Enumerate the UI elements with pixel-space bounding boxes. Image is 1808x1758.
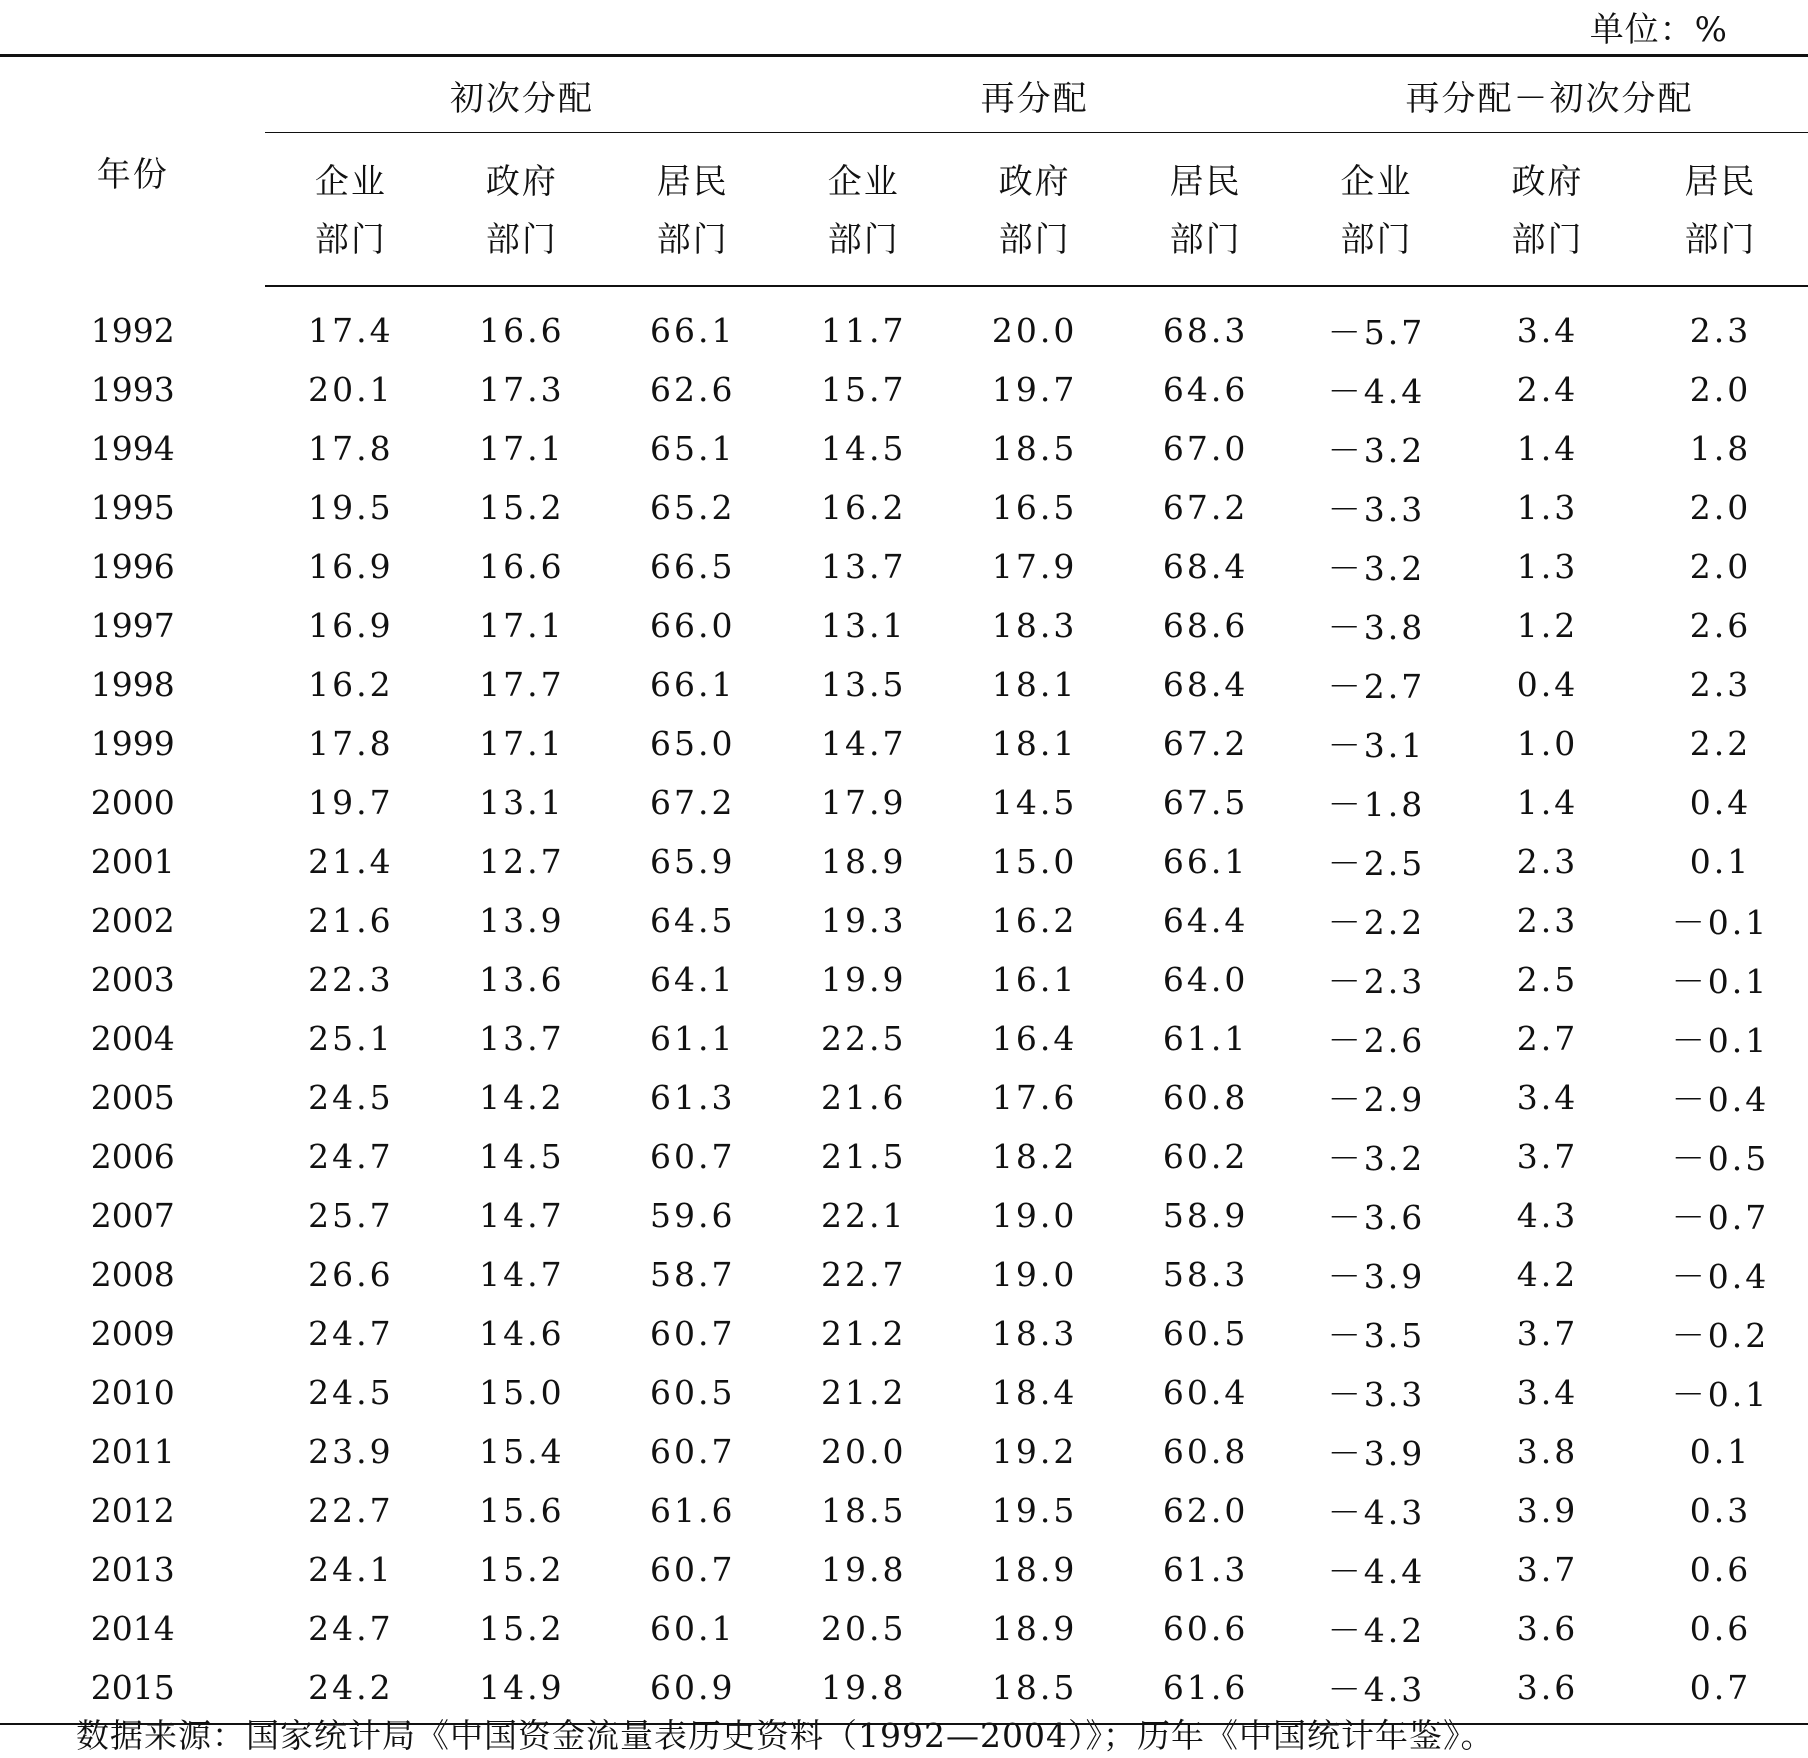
value-cell: 62.0 (1162, 1491, 1249, 1530)
value-cell: 58.9 (1162, 1196, 1249, 1235)
value-cell: 61.6 (1120, 1658, 1291, 1724)
value-cell: 64.5 (650, 901, 736, 940)
value-cell: 1.2 (1516, 606, 1579, 645)
value-cell: －3.8 (1327, 608, 1426, 647)
table-row (0, 596, 1808, 655)
year-cell: 2006 (90, 1137, 175, 1176)
value-cell: 16.6 (479, 311, 565, 350)
value-cell: 2.0 (1689, 488, 1752, 527)
value-cell: －3.2 (1327, 1139, 1426, 1178)
value-cell: 15.0 (991, 842, 1078, 881)
value-cell: 13.9 (479, 901, 565, 940)
value-cell: 1.8 (1689, 429, 1752, 468)
value-cell: 16.1 (991, 960, 1078, 999)
value-cell: 2.7 (1516, 1019, 1579, 1058)
value-cell: －2.7 (1327, 667, 1426, 706)
value-cell: －1.8 (1327, 785, 1426, 824)
value-cell: 68.3 (1162, 311, 1249, 350)
value-cell: 13.1 (479, 783, 565, 822)
value-cell: 0.1 (1689, 1432, 1752, 1471)
table-row (0, 1304, 1808, 1363)
value-cell: 18.3 (991, 1314, 1078, 1353)
value-cell: 14.9 (436, 1658, 607, 1724)
table-body (0, 286, 1808, 1724)
value-cell: 62.6 (650, 370, 736, 409)
year-cell: 2010 (90, 1373, 175, 1412)
sector-header-line2: 部门 (1511, 220, 1584, 260)
value-cell: 24.5 (308, 1078, 394, 1117)
sector-header-line1: 政府 (485, 162, 558, 202)
value-cell: 19.9 (820, 960, 907, 999)
value-cell: 16.4 (991, 1019, 1078, 1058)
value-cell: 61.6 (650, 1491, 736, 1530)
value-cell: 61.3 (650, 1078, 736, 1117)
value-cell: 18.1 (991, 665, 1078, 704)
value-cell: 18.9 (991, 1550, 1078, 1589)
value-cell: 16.6 (479, 547, 565, 586)
value-cell: 1.0 (1516, 724, 1579, 763)
value-cell: 21.2 (820, 1314, 907, 1353)
value-cell: 13.1 (820, 606, 907, 645)
value-cell: 22.7 (308, 1491, 394, 1530)
value-cell: 17.1 (479, 606, 565, 645)
group-header-redistribution: 再分配 (778, 56, 1291, 134)
value-cell: 11.7 (820, 311, 907, 350)
value-cell: 18.3 (991, 606, 1078, 645)
value-cell: 64.0 (1162, 960, 1249, 999)
value-cell: 3.4 (1516, 311, 1579, 350)
value-cell: 3.4 (1516, 1373, 1579, 1412)
sector-header-line2: 部门 (1684, 220, 1757, 260)
value-cell: 0.6 (1689, 1609, 1752, 1648)
sector-header-line2: 部门 (1169, 220, 1242, 260)
table-row (0, 478, 1808, 537)
value-cell: 13.6 (479, 960, 565, 999)
value-cell: 2.6 (1689, 606, 1752, 645)
value-cell: 24.7 (308, 1314, 394, 1353)
sector-header-difference-household (1633, 133, 1808, 286)
value-cell: 14.5 (991, 783, 1078, 822)
year-cell: 1992 (90, 310, 175, 350)
value-cell: 65.1 (650, 429, 736, 468)
value-cell: －3.2 (1327, 431, 1426, 470)
value-cell: 64.4 (1162, 901, 1249, 940)
distribution-table (0, 54, 1808, 1725)
table-row (0, 1186, 1808, 1245)
value-cell: 18.1 (991, 724, 1078, 763)
sector-header-line2: 部门 (485, 220, 558, 260)
table-row (0, 1422, 1808, 1481)
value-cell: 58.3 (1162, 1255, 1249, 1294)
sector-header-line1: 企业 (827, 162, 900, 202)
value-cell: 60.5 (650, 1373, 736, 1412)
value-cell: 19.0 (991, 1196, 1078, 1235)
value-cell: 24.1 (308, 1550, 394, 1589)
table-row (0, 714, 1808, 773)
value-cell: －3.9 (1327, 1434, 1426, 1473)
value-cell: －2.3 (1327, 962, 1426, 1001)
value-cell: 14.5 (479, 1137, 565, 1176)
value-cell: 67.0 (1162, 429, 1249, 468)
table-row (0, 1127, 1808, 1186)
value-cell: 68.4 (1162, 547, 1249, 586)
value-cell: 17.8 (308, 429, 394, 468)
value-cell: 17.6 (991, 1078, 1078, 1117)
table-row (0, 360, 1808, 419)
value-cell: 66.1 (1162, 842, 1249, 881)
sector-header-redistribution-enterprise (778, 133, 949, 286)
value-cell: 22.5 (820, 1019, 907, 1058)
sector-header-line2: 部门 (1340, 220, 1413, 260)
value-cell: 13.7 (479, 1019, 565, 1058)
value-cell: 13.7 (820, 547, 907, 586)
value-cell: 18.4 (991, 1373, 1078, 1412)
table-row (0, 1363, 1808, 1422)
value-cell: 65.9 (650, 842, 736, 881)
value-cell: 13.5 (820, 665, 907, 704)
value-cell: －3.6 (1327, 1198, 1426, 1237)
year-cell: 1993 (90, 370, 175, 409)
value-cell: －0.1 (1671, 962, 1770, 1001)
value-cell: 60.7 (650, 1314, 736, 1353)
value-cell: 1.4 (1516, 783, 1579, 822)
value-cell: 64.6 (1162, 370, 1249, 409)
table-row (0, 419, 1808, 478)
value-cell: 3.4 (1516, 1078, 1579, 1117)
group-header-primary: 初次分配 (265, 56, 778, 134)
value-cell: 19.7 (308, 783, 394, 822)
value-cell: －0.1 (1671, 903, 1770, 942)
value-cell: 18.2 (991, 1137, 1078, 1176)
value-cell: 26.6 (308, 1255, 394, 1294)
value-cell: 17.3 (479, 370, 565, 409)
value-cell: 0.3 (1689, 1491, 1752, 1530)
value-cell: 18.5 (949, 1658, 1120, 1724)
value-cell: 61.1 (650, 1019, 736, 1058)
value-cell: 18.5 (820, 1491, 907, 1530)
year-cell: 2009 (90, 1314, 175, 1353)
sector-header-line1: 居民 (1684, 162, 1757, 202)
value-cell: －0.5 (1671, 1139, 1770, 1178)
table-row (0, 891, 1808, 950)
value-cell: －2.2 (1327, 903, 1426, 942)
value-cell: －2.5 (1327, 844, 1426, 883)
value-cell: 68.4 (1162, 665, 1249, 704)
value-cell: 3.8 (1516, 1432, 1579, 1471)
value-cell: 19.5 (991, 1491, 1078, 1530)
value-cell: 60.8 (1162, 1432, 1249, 1471)
value-cell: －0.4 (1671, 1080, 1770, 1119)
value-cell: －0.1 (1671, 1021, 1770, 1060)
value-cell: 15.2 (479, 1550, 565, 1589)
value-cell: 18.9 (991, 1609, 1078, 1648)
value-cell: 3.6 (1516, 1609, 1579, 1648)
value-cell: 66.0 (650, 606, 736, 645)
value-cell: －2.9 (1327, 1080, 1426, 1119)
value-cell: 20.1 (308, 370, 394, 409)
value-cell: 20.5 (820, 1609, 907, 1648)
value-cell: 25.7 (308, 1196, 394, 1235)
value-cell: 60.5 (1162, 1314, 1249, 1353)
table-row (0, 1481, 1808, 1540)
value-cell: 22.1 (820, 1196, 907, 1235)
value-cell: －3.3 (1327, 1375, 1426, 1414)
sector-header-primary-government (436, 133, 607, 286)
value-cell: 19.8 (778, 1658, 949, 1724)
table-row (0, 832, 1808, 891)
value-cell: 3.7 (1516, 1314, 1579, 1353)
sector-header-primary-household (607, 133, 778, 286)
value-cell: －0.7 (1671, 1198, 1770, 1237)
table-row (0, 773, 1808, 832)
value-cell: －3.5 (1327, 1316, 1426, 1355)
value-cell: 60.7 (650, 1432, 736, 1471)
value-cell: 66.5 (650, 547, 736, 586)
value-cell: 24.7 (308, 1609, 394, 1648)
value-cell: 21.4 (308, 842, 394, 881)
table-row (0, 537, 1808, 596)
value-cell: 3.7 (1516, 1137, 1579, 1176)
value-cell: 0.1 (1689, 842, 1752, 881)
value-cell: 58.7 (650, 1255, 736, 1294)
value-cell: 2.3 (1689, 665, 1752, 704)
value-cell: －5.7 (1327, 313, 1426, 352)
value-cell: 67.2 (650, 783, 736, 822)
value-cell: 17.7 (479, 665, 565, 704)
sector-header-line1: 政府 (998, 162, 1071, 202)
value-cell: 19.5 (308, 488, 394, 527)
year-cell: 1996 (90, 547, 175, 586)
value-cell: 0.4 (1516, 665, 1579, 704)
year-cell: 2000 (90, 783, 175, 822)
table-row (0, 1540, 1808, 1599)
value-cell: 21.5 (820, 1137, 907, 1176)
value-cell: 61.1 (1162, 1019, 1249, 1058)
sector-header-line2: 部门 (998, 220, 1071, 260)
table-row (0, 1009, 1808, 1068)
value-cell: 60.7 (650, 1550, 736, 1589)
value-cell: 24.7 (308, 1137, 394, 1176)
value-cell: 14.5 (820, 429, 907, 468)
value-cell: 14.7 (479, 1255, 565, 1294)
value-cell: 16.9 (308, 547, 394, 586)
value-cell: 24.2 (265, 1658, 436, 1724)
sector-header-line1: 政府 (1511, 162, 1584, 202)
value-cell: 14.7 (479, 1196, 565, 1235)
table-row (0, 950, 1808, 1009)
value-cell: －4.4 (1327, 1552, 1426, 1591)
value-cell: 15.7 (820, 370, 907, 409)
value-cell: 19.2 (991, 1432, 1078, 1471)
value-cell: 1.3 (1516, 547, 1579, 586)
value-cell: 21.6 (820, 1078, 907, 1117)
value-cell: 19.8 (820, 1550, 907, 1589)
unit-label: 单位：% (1589, 10, 1728, 50)
sector-header-redistribution-household (1120, 133, 1291, 286)
value-cell: 0.4 (1689, 783, 1752, 822)
value-cell: 16.2 (991, 901, 1078, 940)
source-note: 数据来源：国家统计局《中国资金流量表历史资料（1992—2004）》；历年《中国统计年鉴》。 (76, 1716, 1495, 1755)
value-cell: －3.2 (1327, 549, 1426, 588)
value-cell: 16.2 (308, 665, 394, 704)
value-cell: 14.6 (479, 1314, 565, 1353)
value-cell: 15.2 (479, 488, 565, 527)
value-cell: 3.7 (1516, 1550, 1579, 1589)
year-cell: 1999 (90, 724, 175, 763)
value-cell: 23.9 (308, 1432, 394, 1471)
value-cell: 2.3 (1516, 842, 1579, 881)
value-cell: 21.2 (820, 1373, 907, 1412)
value-cell: 3.6 (1462, 1658, 1633, 1724)
value-cell: 16.5 (991, 488, 1078, 527)
value-cell: 17.8 (308, 724, 394, 763)
table-row (0, 1599, 1808, 1658)
value-cell: 3.9 (1516, 1491, 1579, 1530)
value-cell: 2.5 (1516, 960, 1579, 999)
value-cell: 66.1 (650, 665, 736, 704)
value-cell: 60.1 (650, 1609, 736, 1648)
value-cell: －4.2 (1327, 1611, 1426, 1650)
value-cell: 15.4 (479, 1432, 565, 1471)
sector-header-difference-enterprise (1291, 133, 1462, 286)
sector-header-line1: 居民 (656, 162, 729, 202)
year-cell: 2005 (90, 1078, 175, 1117)
value-cell: 12.7 (479, 842, 565, 881)
year-cell: 1998 (90, 665, 175, 704)
sector-header-line2: 部门 (656, 220, 729, 260)
year-cell: 2001 (90, 842, 175, 881)
value-cell: －3.1 (1327, 726, 1426, 765)
value-cell: －2.6 (1327, 1021, 1426, 1060)
value-cell: －3.9 (1327, 1257, 1426, 1296)
value-cell: 16.9 (308, 606, 394, 645)
value-cell: 21.6 (308, 901, 394, 940)
year-header: 年份 (96, 155, 169, 195)
value-cell: 15.0 (479, 1373, 565, 1412)
value-cell: 68.6 (1162, 606, 1249, 645)
table-row (0, 1245, 1808, 1304)
value-cell: 14.7 (820, 724, 907, 763)
value-cell: 2.2 (1689, 724, 1752, 763)
sector-header-difference-government (1462, 133, 1633, 286)
value-cell: 17.9 (991, 547, 1078, 586)
value-cell: 65.0 (650, 724, 736, 763)
sector-header-line2: 部门 (827, 220, 900, 260)
value-cell: 60.9 (607, 1658, 778, 1724)
value-cell: 4.3 (1516, 1196, 1579, 1235)
value-cell: －4.3 (1327, 1493, 1426, 1532)
value-cell: 24.5 (308, 1373, 394, 1412)
year-cell: 1997 (90, 606, 175, 645)
value-cell: 17.1 (479, 724, 565, 763)
value-cell: 17.4 (308, 311, 394, 350)
year-cell: 2013 (90, 1550, 175, 1589)
year-cell: 2003 (90, 960, 175, 999)
value-cell: 22.7 (820, 1255, 907, 1294)
table-row (0, 1068, 1808, 1127)
value-cell: 64.1 (650, 960, 736, 999)
value-cell: 2.0 (1689, 547, 1752, 586)
value-cell: 19.7 (991, 370, 1078, 409)
table-row (0, 655, 1808, 714)
value-cell: 66.1 (650, 311, 736, 350)
value-cell: 15.2 (479, 1609, 565, 1648)
value-cell: 18.5 (991, 429, 1078, 468)
value-cell: 1.3 (1516, 488, 1579, 527)
year-cell: 2007 (90, 1196, 175, 1235)
year-cell: 2012 (90, 1491, 175, 1530)
value-cell: －4.4 (1327, 372, 1426, 411)
value-cell: 60.2 (1162, 1137, 1249, 1176)
value-cell: －4.3 (1291, 1658, 1462, 1724)
value-cell: 60.6 (1162, 1609, 1249, 1648)
value-cell: 17.1 (479, 429, 565, 468)
value-cell: 4.2 (1516, 1255, 1579, 1294)
value-cell: 67.5 (1162, 783, 1249, 822)
year-cell: 1995 (90, 488, 175, 527)
value-cell: 60.8 (1162, 1078, 1249, 1117)
value-cell: 18.9 (820, 842, 907, 881)
value-cell: 17.9 (820, 783, 907, 822)
value-cell: 14.2 (479, 1078, 565, 1117)
value-cell: 20.0 (820, 1432, 907, 1471)
year-cell: 2008 (90, 1255, 175, 1294)
value-cell: 0.7 (1633, 1658, 1808, 1724)
value-cell: 15.6 (479, 1491, 565, 1530)
sector-header-redistribution-government (949, 133, 1120, 286)
value-cell: 59.6 (650, 1196, 736, 1235)
group-header-difference: 再分配－初次分配 (1291, 56, 1808, 134)
year-cell: 1994 (90, 429, 175, 468)
value-cell: －0.1 (1671, 1375, 1770, 1414)
year-cell: 2015 (0, 1658, 265, 1724)
value-cell: －3.3 (1327, 490, 1426, 529)
value-cell: 0.6 (1689, 1550, 1752, 1589)
value-cell: 60.4 (1162, 1373, 1249, 1412)
sector-header-line2: 部门 (314, 220, 387, 260)
year-cell: 2004 (90, 1019, 175, 1058)
value-cell: 67.2 (1162, 488, 1249, 527)
value-cell: 25.1 (308, 1019, 394, 1058)
value-cell: 20.0 (991, 311, 1078, 350)
value-cell: 2.3 (1516, 901, 1579, 940)
value-cell: 2.0 (1689, 370, 1752, 409)
year-cell: 2011 (90, 1432, 175, 1471)
sector-header-primary-enterprise (265, 133, 436, 286)
value-cell: 1.4 (1516, 429, 1579, 468)
year-cell: 2014 (90, 1609, 175, 1648)
value-cell: 60.7 (650, 1137, 736, 1176)
sector-header-line1: 居民 (1169, 162, 1242, 202)
value-cell: 16.2 (820, 488, 907, 527)
value-cell: 61.3 (1162, 1550, 1249, 1589)
table-row (0, 286, 1808, 360)
value-cell: 67.2 (1162, 724, 1249, 763)
value-cell: 19.0 (991, 1255, 1078, 1294)
value-cell: 65.2 (650, 488, 736, 527)
value-cell: 19.3 (820, 901, 907, 940)
year-cell: 2002 (90, 901, 175, 940)
value-cell: －0.4 (1671, 1257, 1770, 1296)
value-cell: 2.4 (1516, 370, 1579, 409)
sector-header-line1: 企业 (1340, 162, 1413, 202)
value-cell: －0.2 (1671, 1316, 1770, 1355)
value-cell: 22.3 (308, 960, 394, 999)
value-cell: 2.3 (1689, 311, 1752, 350)
sector-header-line1: 企业 (314, 162, 387, 202)
